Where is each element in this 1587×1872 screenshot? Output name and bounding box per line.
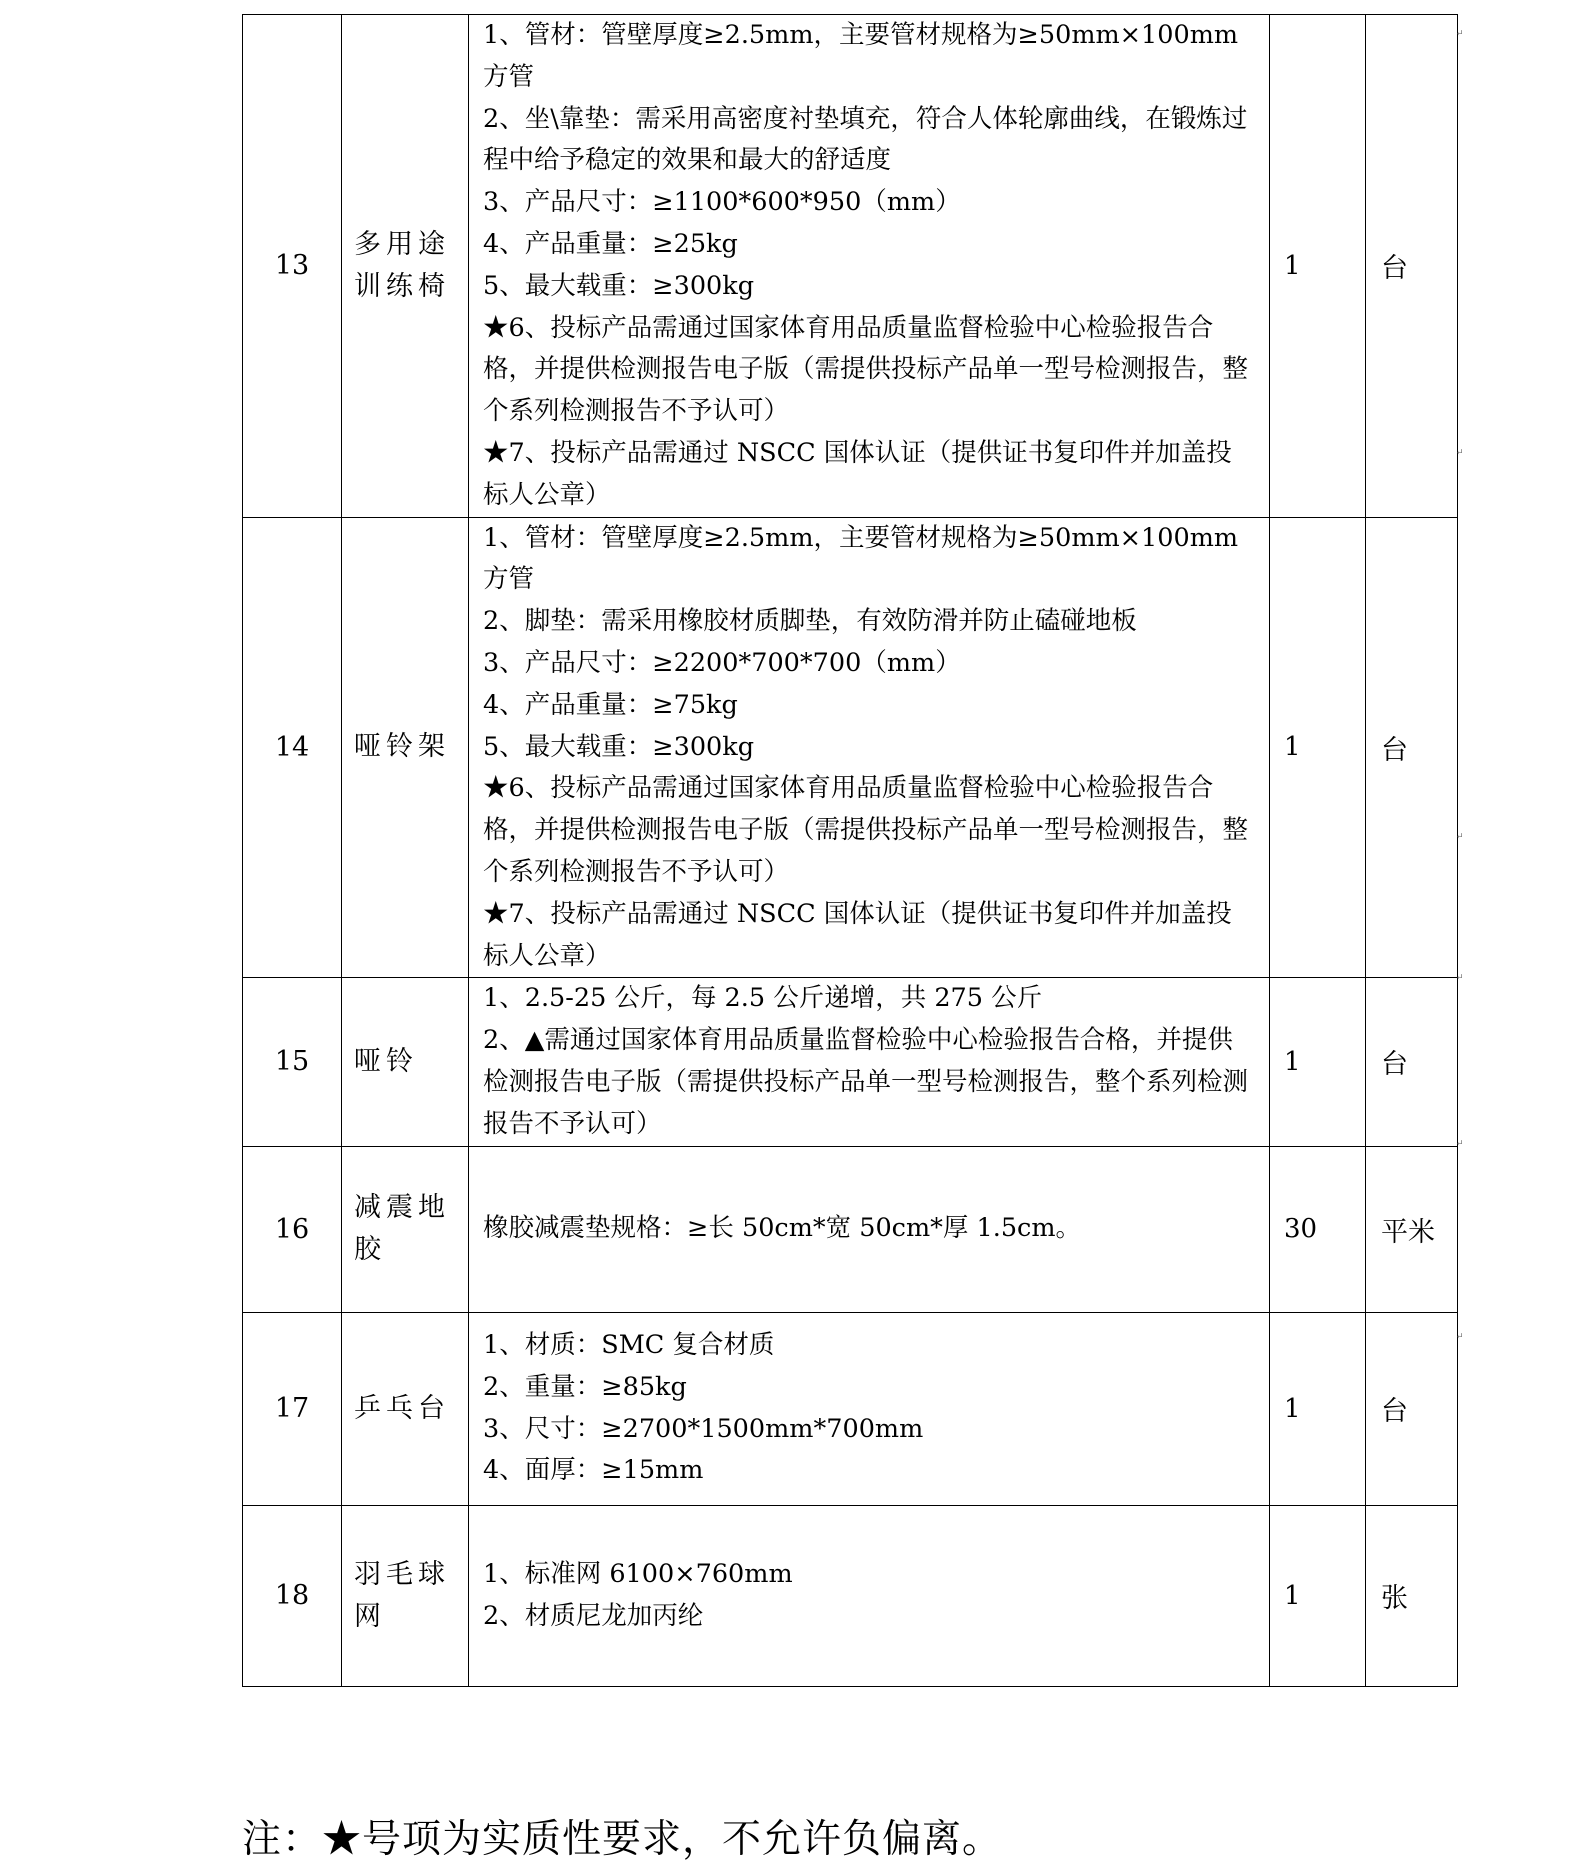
table-row (243, 1312, 1458, 1505)
spec-line: 4、产品重量：≥75kg (483, 689, 738, 720)
item-unit: 台 (1366, 1312, 1458, 1505)
row-number: 17 (243, 1312, 342, 1505)
spec-line: 3、尺寸：≥2700*1500mm*700mm (483, 1413, 924, 1444)
spec-line: 1、标准网 6100×760mm (483, 1558, 793, 1589)
item-name: 羽毛球网 (342, 1505, 469, 1686)
spec-line: 1、管材：管壁厚度≥2.5mm，主要管材规格为≥50mm×100mm 方管 (483, 522, 1239, 595)
row-end-mark-icon: ↵ (1456, 1332, 1464, 1342)
spec-line: 4、产品重量：≥25kg (483, 228, 738, 259)
spec-line: ★6、投标产品需通过国家体育用品质量监督检验中心检验报告合格，并提供检测报告电子版（需提供投标产品单一型号检测报告，整个系列检测报告不予认可） (483, 773, 1249, 887)
spec-line: 橡胶减震垫规格：≥长 50cm*宽 50cm*厚 1.5cm。 (483, 1213, 1082, 1244)
item-spec (469, 1146, 1270, 1312)
spec-line: 2、材质尼龙加丙纶 (483, 1600, 704, 1631)
spec-line: ★7、投标产品需通过 NSCC 国体认证（提供证书复印件并加盖投标人公章） (483, 437, 1232, 510)
row-number: 16 (243, 1146, 342, 1312)
item-spec (469, 517, 1270, 978)
item-quantity: 1 (1270, 15, 1366, 518)
spec-line: ★7、投标产品需通过 NSCC 国体认证（提供证书复印件并加盖投标人公章） (483, 898, 1232, 971)
spec-line: 4、面厚：≥15mm (483, 1455, 704, 1486)
spec-line: 5、最大载重：≥300kg (483, 731, 755, 762)
spec-line: 1、2.5-25 公斤，每 2.5 公斤递增，共 275 公斤 (483, 983, 1043, 1014)
spec-line: 5、最大载重：≥300kg (483, 270, 755, 301)
spec-line: 2、脚垫：需采用橡胶材质脚垫，有效防滑并防止磕碰地板 (483, 606, 1137, 637)
row-number: 18 (243, 1505, 342, 1686)
row-end-mark-icon: ↵ (1456, 1139, 1464, 1149)
row-end-mark-icon: ↵ (1456, 832, 1464, 842)
row-end-mark-icon: ↵ (1456, 29, 1464, 39)
row-number: 15 (243, 978, 342, 1146)
row-end-mark-icon: ↵ (1456, 973, 1464, 983)
spec-line: 1、管材：管壁厚度≥2.5mm，主要管材规格为≥50mm×100mm 方管 (483, 20, 1239, 92)
item-quantity: 1 (1270, 978, 1366, 1146)
table-row (243, 517, 1458, 978)
item-unit: 台 (1366, 15, 1458, 518)
item-unit: 平米 (1366, 1146, 1458, 1312)
spec-table (242, 14, 1458, 1687)
item-name: 多用途训练椅 (342, 15, 469, 518)
row-number: 13 (243, 15, 342, 518)
table-row (243, 15, 1458, 518)
item-unit: 张 (1366, 1505, 1458, 1686)
footnote: 注：★号项为实质性要求，不允许负偏离。 (242, 1817, 1003, 1862)
table-row (243, 978, 1458, 1146)
item-name: 乒乓台 (342, 1312, 469, 1505)
item-name: 哑铃 (342, 978, 469, 1146)
row-end-mark-icon: ↵ (1456, 448, 1464, 458)
spec-line: 3、产品尺寸：≥2200*700*700（mm） (483, 647, 961, 678)
item-quantity: 1 (1270, 1505, 1366, 1686)
spec-line: 3、产品尺寸：≥1100*600*950（mm） (483, 187, 961, 218)
spec-line: 2、重量：≥85kg (483, 1371, 687, 1402)
item-quantity: 1 (1270, 1312, 1366, 1505)
spec-line: 1、材质：SMC 复合材质 (483, 1329, 775, 1360)
item-name: 减震地胶 (342, 1146, 469, 1312)
table-row (243, 1146, 1458, 1312)
item-spec (469, 15, 1270, 518)
item-name: 哑铃架 (342, 517, 469, 978)
spec-line: 2、坐\靠垫：需采用高密度衬垫填充，符合人体轮廓曲线，在锻炼过程中给予稳定的效果和最大的舒适度 (483, 103, 1248, 176)
spec-line: 2、▲需通过国家体育用品质量监督检验中心检验报告合格，并提供检测报告电子版（需提供投标产品单一型号检测报告，整个系列检测报告不予认可） (483, 1025, 1249, 1139)
item-quantity: 30 (1270, 1146, 1366, 1312)
item-quantity: 1 (1270, 517, 1366, 978)
item-spec (469, 978, 1270, 1146)
table-row (243, 1505, 1458, 1686)
spec-line: ★6、投标产品需通过国家体育用品质量监督检验中心检验报告合格，并提供检测报告电子版（需提供投标产品单一型号检测报告，整个系列检测报告不予认可） (483, 312, 1249, 427)
item-spec (469, 1505, 1270, 1686)
row-number: 14 (243, 517, 342, 978)
item-unit: 台 (1366, 517, 1458, 978)
item-spec (469, 1312, 1270, 1505)
item-unit: 台 (1366, 978, 1458, 1146)
